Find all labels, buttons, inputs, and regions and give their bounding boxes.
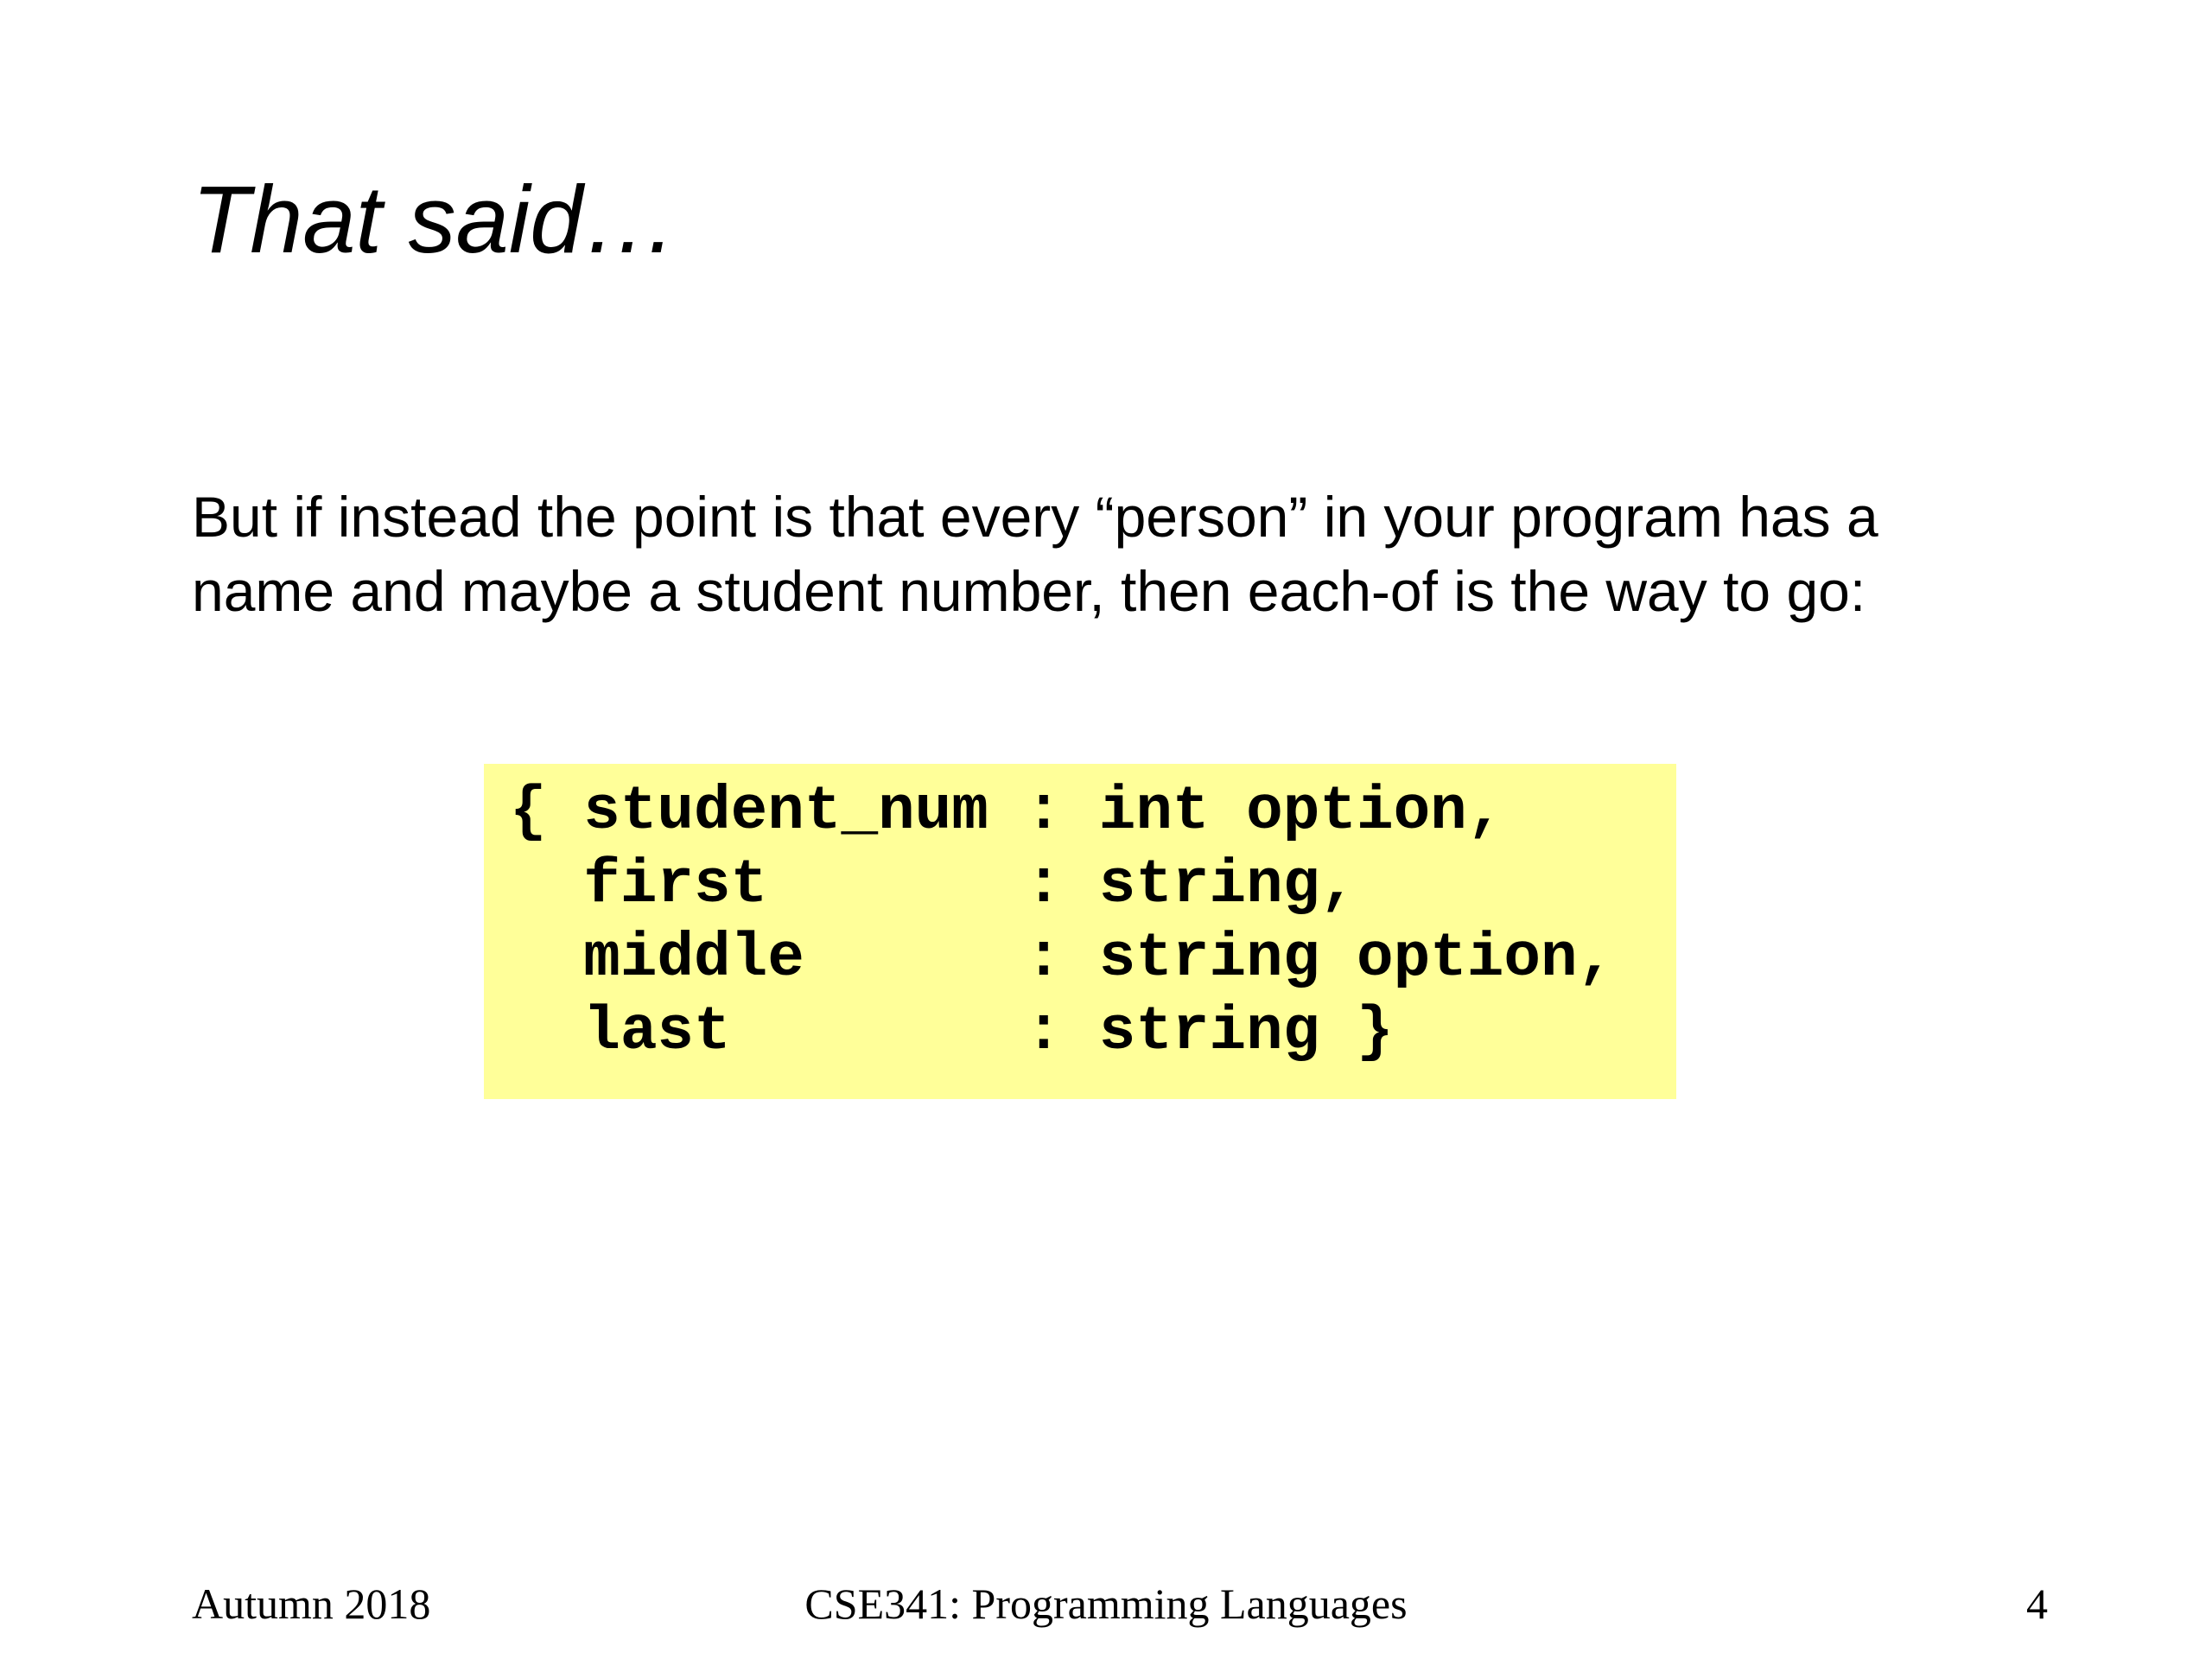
code-line: middle : string option, (510, 925, 1615, 994)
body-line: But if instead the point is that every “person” in your program has a (192, 485, 1878, 549)
footer-page-number: 4 (2026, 1580, 2048, 1628)
body-line: name and maybe a student number, then each-of is the way to go: (192, 559, 1866, 623)
slide-title: That said… (192, 167, 678, 273)
code-line: { student_num : int option, (510, 778, 1504, 847)
body-paragraph (192, 480, 2093, 628)
code-line: first : string, (510, 851, 1357, 920)
code-block (484, 764, 1676, 1099)
code-text (510, 776, 1614, 1070)
footer-course: CSE341: Programming Languages (804, 1580, 1408, 1628)
footer-term: Autumn 2018 (192, 1580, 431, 1628)
code-line: last : string } (510, 998, 1394, 1067)
